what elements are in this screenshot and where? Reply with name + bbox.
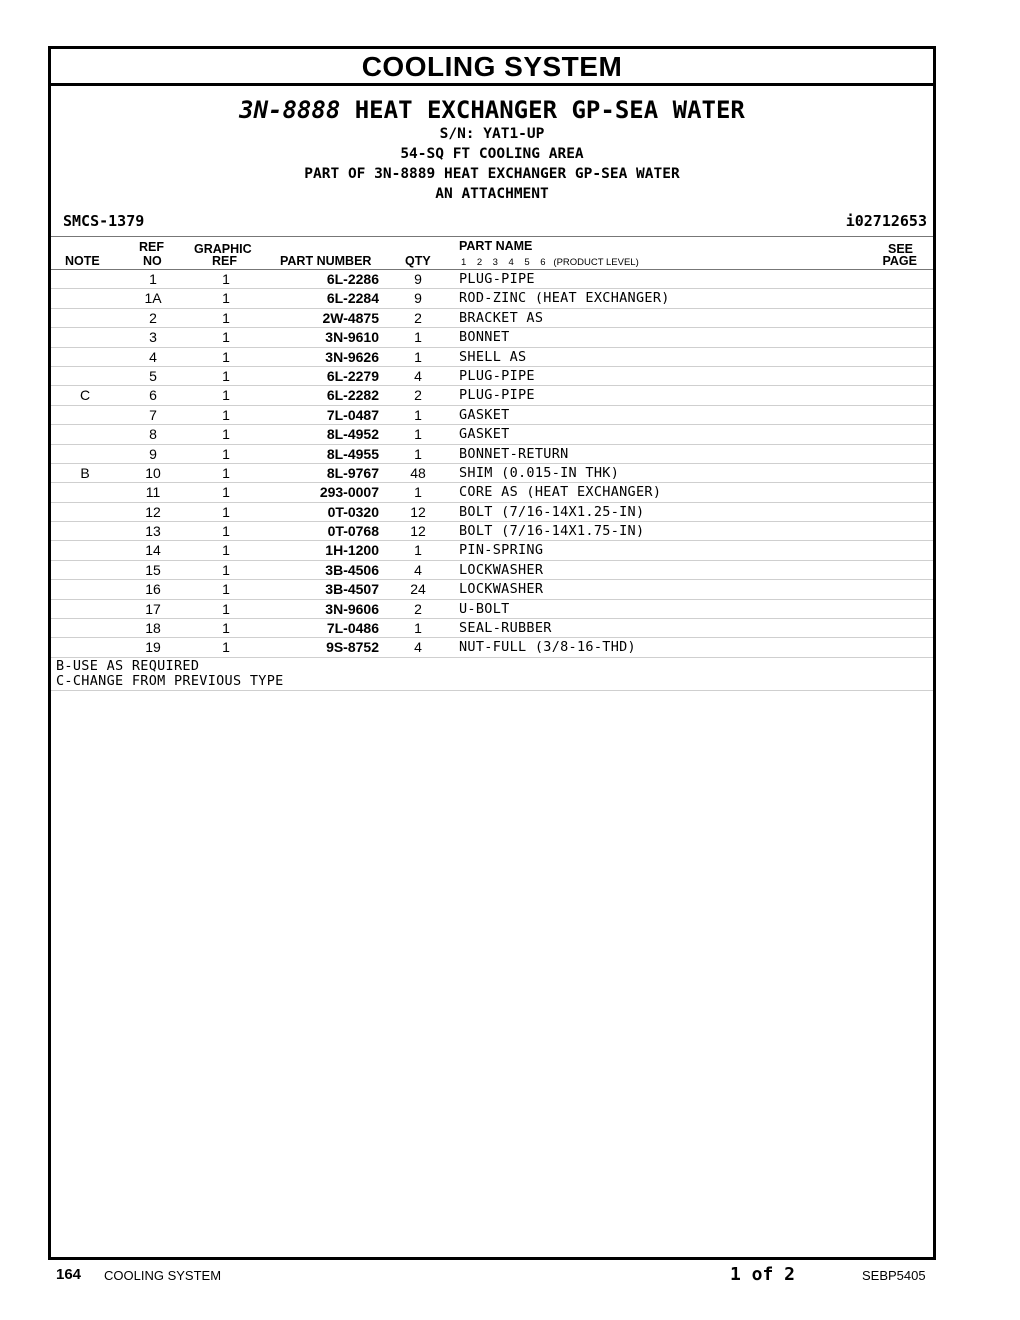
graphic-ref-cell: 1 (222, 426, 230, 443)
part-name-cell: PLUG-PIPE (459, 387, 535, 404)
part-name-cell: PIN-SPRING (459, 542, 544, 559)
page-footer (0, 1262, 1020, 1292)
graphic-ref-cell: 1 (222, 329, 230, 346)
part-number-cell: 0T-0768 (327, 523, 379, 540)
footer-section: COOLING SYSTEM (104, 1268, 222, 1283)
qty-cell: 1 (414, 329, 422, 346)
table-row (51, 289, 933, 308)
graphic-ref-cell: 1 (222, 348, 230, 365)
smcs-code: SMCS-1379 (63, 212, 145, 230)
notes-block (51, 658, 933, 691)
graphic-ref-cell: 1 (222, 290, 230, 307)
col-see-top: SEE (887, 242, 913, 256)
part-name-cell: GASKET (459, 426, 510, 443)
part-name-cell: CORE AS (HEAT EXCHANGER) (459, 484, 662, 501)
graphic-ref-cell: 1 (222, 600, 230, 617)
col-graphic-bottom: REF (212, 254, 237, 268)
part-name-cell: GASKET (459, 406, 510, 423)
footer-page-of: 1 of 2 (730, 1264, 796, 1285)
part-name-cell: LOCKWASHER (459, 581, 544, 598)
qty-cell: 1 (414, 620, 422, 637)
graphic-ref-cell: 1 (222, 542, 230, 559)
part-number-cell: 0T-0320 (327, 503, 379, 520)
table-row (51, 270, 933, 289)
col-ref-bottom: NO (143, 254, 162, 268)
ref-no-cell: 7 (149, 406, 157, 423)
graphic-ref-cell: 1 (222, 561, 230, 578)
part-number-cell: 3N-9626 (325, 348, 379, 365)
table-row (51, 386, 933, 405)
part-name-cell: PLUG-PIPE (459, 367, 535, 384)
qty-cell: 9 (414, 290, 422, 307)
ref-no-cell: 15 (145, 561, 161, 578)
graphic-ref-cell: 1 (222, 387, 230, 404)
graphic-ref-cell: 1 (222, 309, 230, 326)
graphic-ref-cell: 1 (222, 464, 230, 481)
footer-doc-id: SEBP5405 (862, 1268, 926, 1283)
note-c: C-CHANGE FROM PREVIOUS TYPE (56, 672, 284, 689)
part-number-cell: 3N-9610 (325, 329, 379, 346)
qty-cell: 1 (414, 426, 422, 443)
part-number-cell: 3B-4506 (325, 561, 379, 578)
table-row (51, 309, 933, 328)
ref-no-cell: 1 (149, 271, 157, 287)
qty-cell: 1 (414, 406, 422, 423)
ref-no-cell: 17 (145, 600, 161, 617)
table-row (51, 445, 933, 464)
qty-cell: 2 (414, 600, 422, 617)
part-number-cell: 2W-4875 (322, 309, 379, 326)
graphic-ref-cell: 1 (222, 581, 230, 598)
graphic-ref-cell: 1 (222, 367, 230, 384)
col-ref-top: REF (139, 240, 164, 254)
part-name-cell: LOCKWASHER (459, 561, 544, 578)
meta-row (51, 210, 933, 236)
part-number-cell: 6L-2286 (326, 271, 379, 287)
table-row (51, 638, 933, 657)
ref-no-cell: 10 (145, 464, 161, 481)
graphic-ref-cell: 1 (222, 503, 230, 520)
col-part-name: PART NAME (459, 239, 533, 253)
ref-no-cell: 1A (144, 290, 162, 307)
group-title (51, 96, 933, 124)
note-cell: B (80, 464, 90, 481)
ref-no-cell: 14 (145, 542, 161, 559)
table-row (51, 483, 933, 502)
graphic-ref-cell: 1 (222, 484, 230, 501)
part-of-line: PART OF 3N-8889 HEAT EXCHANGER GP-SEA WATER (304, 166, 680, 182)
col-qty: QTY (405, 254, 431, 268)
part-number-cell: 7L-0486 (326, 620, 379, 637)
part-name-cell: SHIM (0.015-IN THK) (459, 464, 620, 481)
attachment-line: AN ATTACHMENT (435, 186, 549, 202)
qty-cell: 1 (414, 445, 422, 462)
table-row (51, 367, 933, 386)
part-number-cell: 1H-1200 (325, 542, 379, 559)
table-row (51, 619, 933, 638)
ref-no-cell: 3 (149, 329, 157, 346)
part-name-cell: BONNET-RETURN (459, 445, 569, 462)
col-see-bottom: PAGE (882, 254, 917, 268)
part-number-cell: 8L-4952 (326, 426, 379, 443)
part-number-cell: 7L-0487 (326, 406, 379, 423)
qty-cell: 4 (414, 367, 422, 384)
ref-no-cell: 4 (149, 348, 157, 365)
col-product-levels: 1 2 3 4 5 6 (PRODUCT LEVEL) (461, 257, 639, 268)
ref-no-cell: 5 (149, 367, 157, 384)
table-row (51, 425, 933, 444)
graphic-ref-cell: 1 (222, 406, 230, 423)
ref-no-cell: 12 (145, 503, 161, 520)
part-name-cell: SHELL AS (459, 348, 527, 365)
qty-cell: 2 (414, 309, 422, 326)
part-number-cell: 6L-2284 (326, 290, 379, 307)
part-number-cell: 6L-2279 (326, 367, 379, 384)
qty-cell: 48 (410, 464, 426, 481)
part-name-cell: SEAL-RUBBER (459, 620, 552, 637)
parts-list (51, 270, 933, 658)
col-note: NOTE (65, 254, 100, 268)
graphic-ref-cell: 1 (222, 620, 230, 637)
section-title: COOLING SYSTEM (51, 49, 933, 86)
ref-no-cell: 13 (145, 523, 161, 540)
part-number-cell: 293-0007 (319, 484, 379, 501)
ref-no-cell: 2 (149, 309, 157, 326)
part-name-cell: BONNET (459, 329, 510, 346)
cooling-area-line: 54-SQ FT COOLING AREA (400, 146, 584, 162)
ref-no-cell: 9 (149, 445, 157, 462)
qty-cell: 1 (414, 484, 422, 501)
col-part-number: PART NUMBER (280, 254, 372, 268)
graphic-ref-cell: 1 (222, 271, 230, 287)
part-number-cell: 8L-9767 (326, 464, 379, 481)
ref-no-cell: 11 (145, 484, 161, 501)
note-b: B-USE AS REQUIRED (56, 657, 200, 674)
graphic-ref-cell: 1 (222, 445, 230, 462)
footer-page-number: 164 (56, 1266, 82, 1283)
part-number-cell: 3B-4507 (325, 581, 379, 598)
table-row (51, 580, 933, 599)
table-row (51, 561, 933, 580)
qty-cell: 4 (414, 639, 422, 656)
page-frame (48, 46, 936, 1260)
part-name-cell: BOLT (7/16-14X1.25-IN) (459, 503, 645, 520)
table-row (51, 328, 933, 347)
ref-no-cell: 6 (149, 387, 157, 404)
qty-cell: 9 (414, 271, 422, 287)
table-row (51, 503, 933, 522)
table-row (51, 522, 933, 541)
qty-cell: 24 (410, 581, 426, 598)
group-name: HEAT EXCHANGER GP-SEA WATER (354, 96, 745, 124)
table-row (51, 541, 933, 560)
ref-no-cell: 16 (145, 581, 161, 598)
qty-cell: 4 (414, 561, 422, 578)
note-cell: C (79, 387, 91, 404)
part-name-cell: ROD-ZINC (HEAT EXCHANGER) (459, 290, 670, 307)
part-number-cell: 8L-4955 (326, 445, 379, 462)
graphic-ref-cell: 1 (222, 639, 230, 656)
part-name-cell: BOLT (7/16-14X1.75-IN) (459, 523, 645, 540)
part-number-cell: 6L-2282 (326, 387, 379, 404)
table-row (51, 406, 933, 425)
table-row (51, 348, 933, 367)
col-graphic-top: GRAPHIC (194, 242, 252, 256)
qty-cell: 2 (414, 387, 422, 404)
column-headers (51, 236, 933, 270)
group-part-number: 3N-8888 (239, 96, 341, 124)
part-name-cell: U-BOLT (459, 600, 510, 617)
part-name-cell: NUT-FULL (3/8-16-THD) (459, 639, 636, 656)
table-row (51, 464, 933, 483)
ref-no-cell: 8 (149, 426, 157, 443)
illustration-id: i02712653 (845, 212, 927, 230)
qty-cell: 12 (410, 523, 426, 540)
qty-cell: 12 (410, 503, 426, 520)
part-name-cell: PLUG-PIPE (459, 271, 535, 287)
part-number-cell: 9S-8752 (326, 639, 379, 656)
ref-no-cell: 18 (145, 620, 161, 637)
table-row (51, 600, 933, 619)
part-number-cell: 3N-9606 (325, 600, 379, 617)
ref-no-cell: 19 (145, 639, 161, 656)
qty-cell: 1 (414, 348, 422, 365)
qty-cell: 1 (414, 542, 422, 559)
graphic-ref-cell: 1 (222, 523, 230, 540)
serial-number-line: S/N: YAT1-UP (439, 126, 545, 142)
part-name-cell: BRACKET AS (459, 309, 544, 326)
